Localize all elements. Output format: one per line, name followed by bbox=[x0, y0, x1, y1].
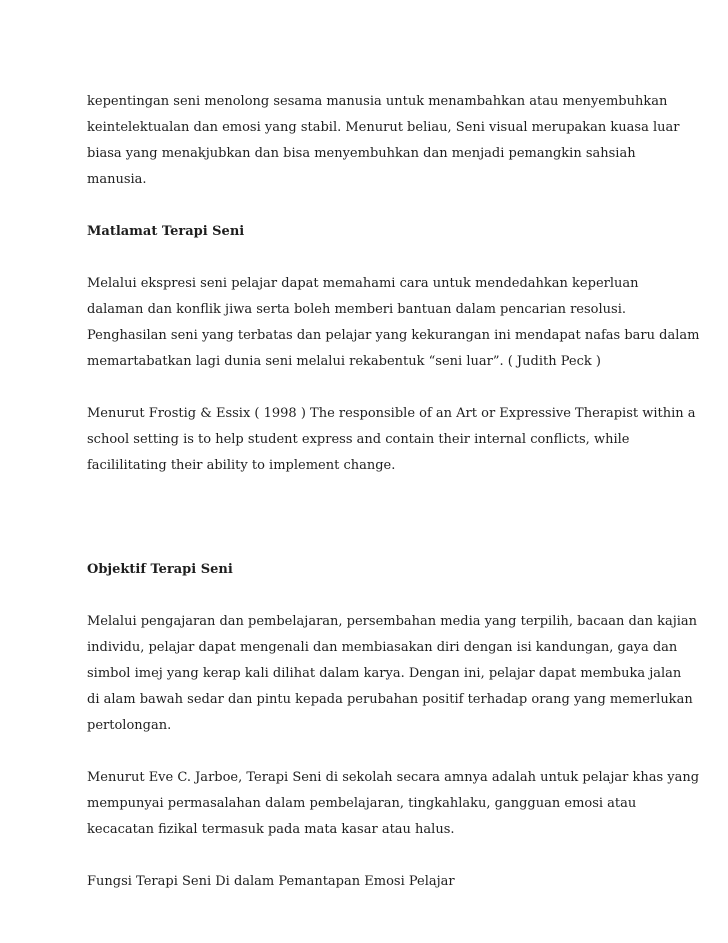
frostig-paragraph bbox=[87, 401, 696, 479]
text-line: dalaman dan konflik jiwa serta boleh memberi bantuan dalam pencarian resolusi. bbox=[87, 302, 626, 317]
text-line: mempunyai permasalahan dalam pembelajaran, tingkahlaku, gangguan emosi atau bbox=[87, 796, 637, 811]
text-line: simbol imej yang kerap kali dilihat dalam karya. Dengan ini, pelajar dapat membuka jalan bbox=[87, 666, 682, 681]
paragraph-spacer bbox=[87, 193, 667, 219]
intro-paragraph bbox=[87, 89, 680, 193]
paragraph-spacer bbox=[87, 843, 667, 869]
text-line: pertolongan. bbox=[87, 718, 172, 733]
heading-fungsi: Fungsi Terapi Seni Di dalam Pemantapan Emosi Pelajar bbox=[87, 874, 455, 889]
text-line: kecacatan fizikal termasuk pada mata kasar atau halus. bbox=[87, 822, 455, 837]
text-line: keintelektualan dan emosi yang stabil. Menurut beliau, Seni visual merupakan kuasa luar bbox=[87, 120, 680, 135]
text-line: Melalui pengajaran dan pembelajaran, persembahan media yang terpilih, bacaan dan kajian bbox=[87, 614, 698, 629]
text-line: Menurut Frostig & Essix ( 1998 ) The responsible of an Art or Expressive Therapist within a bbox=[87, 406, 696, 421]
text-line: biasa yang menakjubkan dan bisa menyembuhkan dan menjadi pemangkin sahsiah bbox=[87, 146, 636, 161]
text-line: manusia. bbox=[87, 172, 147, 187]
objektif-paragraph bbox=[87, 609, 698, 739]
paragraph-spacer bbox=[87, 245, 667, 271]
document-page bbox=[87, 89, 700, 895]
jarboe-paragraph bbox=[87, 765, 700, 843]
text-line: kepentingan seni menolong sesama manusia untuk menambahkan atau menyembuhkan bbox=[87, 94, 668, 109]
text-line: memartabatkan lagi dunia seni melalui rekabentuk “seni luar”. ( Judith Peck ) bbox=[87, 354, 601, 369]
text-line: di alam bawah sedar dan pintu kepada perubahan positif terhadap orang yang memerlukan bbox=[87, 692, 693, 707]
paragraph-spacer bbox=[87, 583, 667, 609]
text-line: school setting is to help student express and contain their internal conflicts, while bbox=[87, 432, 630, 447]
matlamat-paragraph bbox=[87, 271, 700, 375]
heading-matlamat: Matlamat Terapi Seni bbox=[87, 224, 245, 239]
paragraph-spacer bbox=[87, 479, 667, 557]
heading-objektif: Objektif Terapi Seni bbox=[87, 562, 233, 577]
text-line: Menurut Eve C. Jarboe, Terapi Seni di sekolah secara amnya adalah untuk pelajar khas yang bbox=[87, 770, 700, 785]
text-line: individu, pelajar dapat mengenali dan membiasakan diri dengan isi kandungan, gaya dan bbox=[87, 640, 678, 655]
paragraph-spacer bbox=[87, 739, 667, 765]
text-line: facililitating their ability to implement change. bbox=[87, 458, 396, 473]
text-line: Penghasilan seni yang terbatas dan pelajar yang kekurangan ini mendapat nafas baru dalam bbox=[87, 328, 700, 343]
text-line: Melalui ekspresi seni pelajar dapat memahami cara untuk mendedahkan keperluan bbox=[87, 276, 639, 291]
paragraph-spacer bbox=[87, 375, 667, 401]
